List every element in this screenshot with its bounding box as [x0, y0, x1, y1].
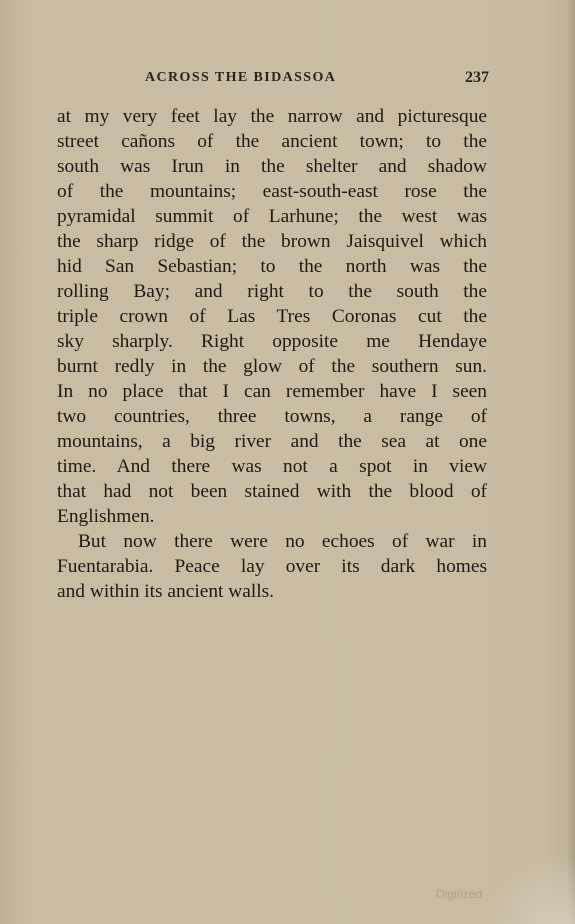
text-line: burnt redly in the glow of the southern sun.: [57, 356, 487, 377]
text-line: Fuentarabia. Peace lay over its dark homes: [57, 556, 487, 577]
page-header: [145, 70, 489, 92]
text-line: of the mountains; east-south-east rose the: [57, 181, 487, 202]
paragraph-first-line: But now there were no echoes of war in: [78, 531, 487, 552]
text-line: pyramidal summit of Larhune; the west was: [57, 206, 487, 227]
text-line: triple crown of Las Tres Coronas cut the: [57, 306, 487, 327]
page-edge-shadow: [567, 0, 575, 924]
text-line: In no place that I can remember have I seen: [57, 381, 487, 402]
digitization-watermark: Digitized: [436, 887, 483, 901]
text-line: south was Irun in the shelter and shadow: [57, 156, 487, 177]
text-line: the sharp ridge of the brown Jaisquivel which: [57, 231, 487, 252]
text-line: that had not been stained with the blood of: [57, 481, 487, 502]
paragraph-end-line: Englishmen.: [57, 506, 155, 527]
paragraph-end-line: and within its ancient walls.: [57, 581, 275, 602]
text-line: sky sharply. Right opposite me Hendaye: [57, 331, 487, 352]
text-line: street cañons of the ancient town; to the: [57, 131, 487, 152]
body-text: [57, 104, 487, 604]
text-line: two countries, three towns, a range of: [57, 406, 487, 427]
page-corner-smudge: [485, 854, 575, 924]
text-line: time. And there was not a spot in view: [57, 456, 487, 477]
text-line: hid San Sebastian; to the north was the: [57, 256, 487, 277]
running-head: ACROSS THE BIDASSOA: [145, 70, 337, 85]
text-line: mountains, a big river and the sea at one: [57, 431, 487, 452]
text-line: rolling Bay; and right to the south the: [57, 281, 487, 302]
page-number: 237: [465, 69, 489, 86]
text-line: at my very feet lay the narrow and picturesque: [57, 106, 487, 127]
